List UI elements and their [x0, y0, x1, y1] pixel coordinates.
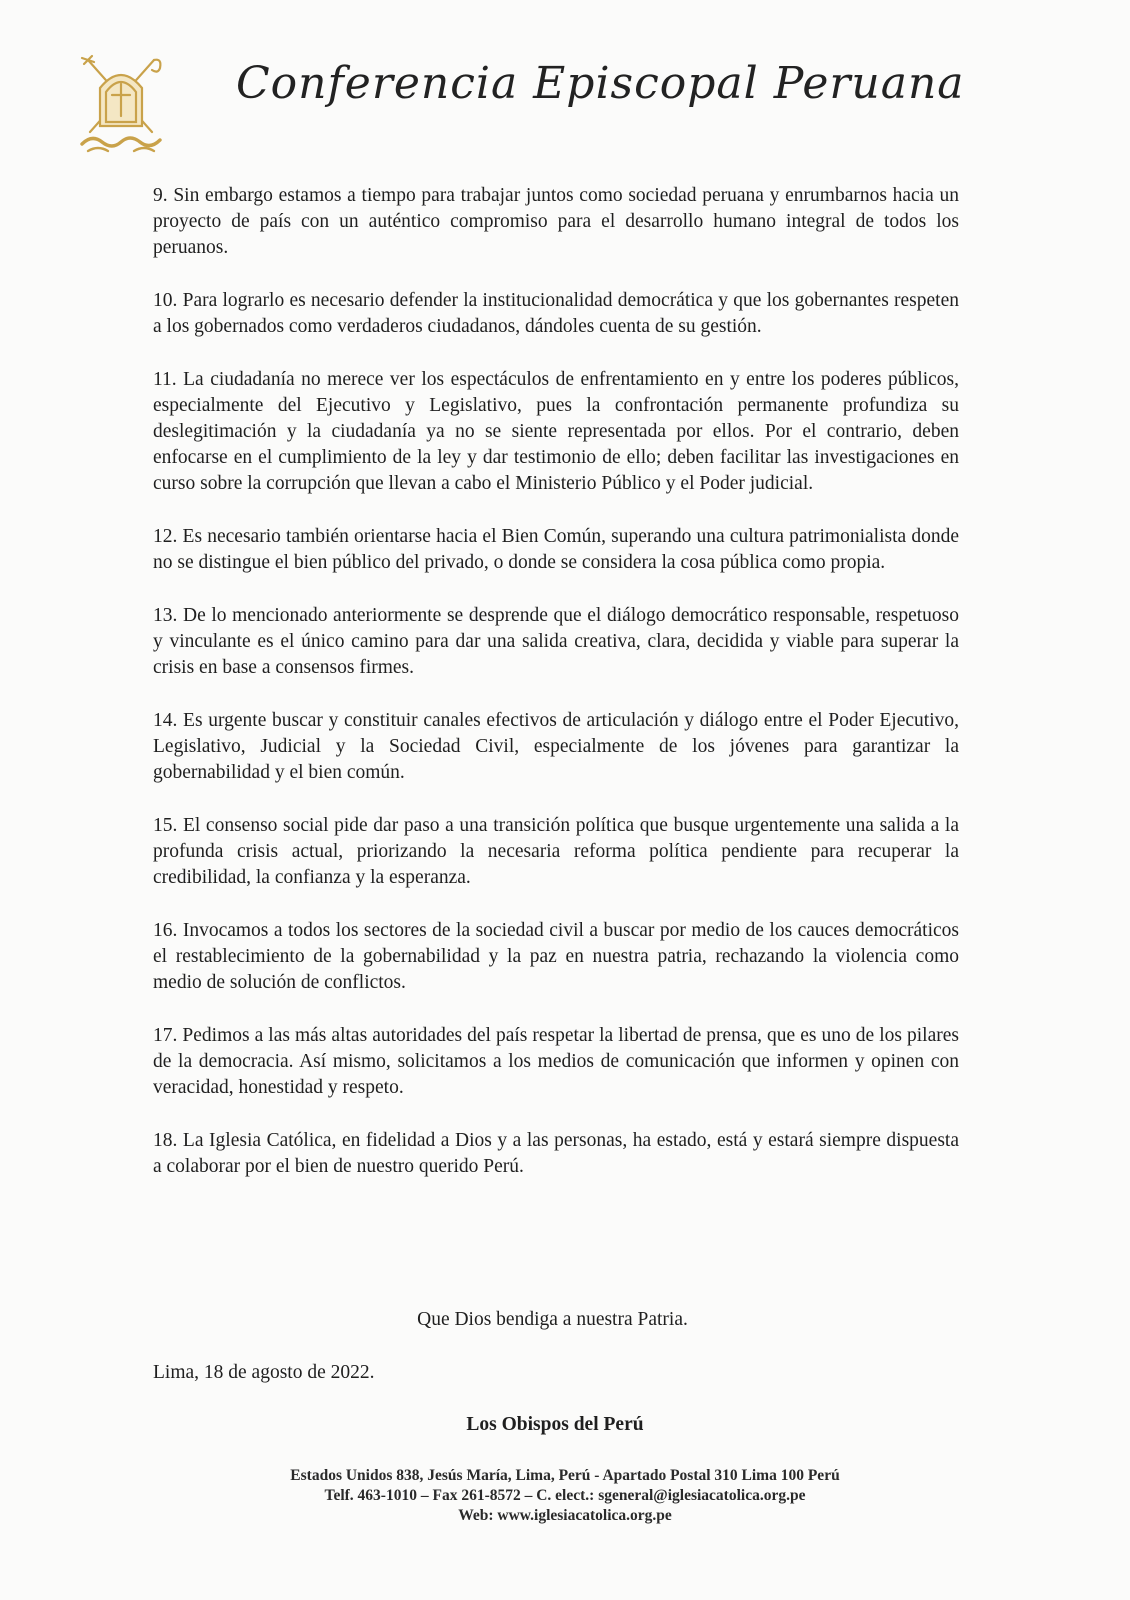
organization-name: Conferencia Episcopal Peruana: [236, 58, 965, 109]
paragraph-15: 15. El consenso social pide dar paso a una transición política que busque urgentemente una salida a la profunda crisis actual, priorizando la necesaria reforma política pendiente para recuperar la credibilidad, la confianza y la esperanza.: [153, 815, 959, 888]
paragraph-16: 16. Invocamos a todos los sectores de la sociedad civil a buscar por medio de los cauces democráticos el restablecimiento de la gobernabilidad y la paz en nuestra patria, rechazando la violencia como medio de solución de conflictos.: [153, 920, 959, 993]
paragraph-13: 13. De lo mencionado anteriormente se desprende que el diálogo democrático responsable, respetuoso y vinculante es el único camino para dar una salida creativa, clara, decidida y viable para superar la crisis en base a consensos firmes.: [153, 605, 959, 678]
paragraph-11: 11. La ciudadanía no merece ver los espectáculos de enfrentamiento en y entre los poderes públicos, especialmente del Ejecutivo y Legislativo, pues la confrontación permanente profundiza su deslegitimación y la ciudadanía ya no se siente representada por ellos. Por el contrario, deben enfocarse en el cumplimiento de la ley y dar testimonio de ello; deben facilitar las investigaciones en curso sobre la corrupción que llevan a cabo el Ministerio Público y el Poder judicial.: [153, 369, 959, 494]
letter-body: [153, 183, 959, 1207]
episcopal-coat-of-arms-icon: [78, 52, 164, 156]
footer-web: Web: www.iglesiacatolica.org.pe: [458, 1507, 672, 1524]
signature-text: Los Obispos del Perú: [466, 1414, 644, 1435]
paragraph-9: 9. Sin embargo estamos a tiempo para trabajar juntos como sociedad peruana y enrumbarnos hacia un proyecto de país con un auténtico compromiso para el desarrollo humano integral de todos los peruanos.: [153, 185, 959, 258]
blessing-line: [0, 1307, 1130, 1333]
paragraph-18: 18. La Iglesia Católica, en fidelidad a Dios y a las personas, ha estado, está y estará siempre dispuesta a colaborar por el bien de nuestro querido Perú.: [153, 1130, 959, 1177]
paragraph-10: 10. Para lograrlo es necesario defender la institucionalidad democrática y que los gobernantes respeten a los gobernados como verdaderos ciudadanos, dándoles cuenta de su gestión.: [153, 290, 959, 337]
footer: [0, 1466, 1130, 1526]
signature-line: [0, 1412, 1130, 1438]
place-date: Lima, 18 de agosto de 2022.: [153, 1362, 375, 1383]
paragraph-12: 12. Es necesario también orientarse hacia el Bien Común, superando una cultura patrimonialista donde no se distingue el bien público del privado, o donde se considera la cosa pública como propia.: [153, 526, 959, 573]
paragraph-17: 17. Pedimos a las más altas autoridades del país respetar la libertad de prensa, que es uno de los pilares de la democracia. Así mismo, solicitamos a los medios de comunicación que informen y opinen con veracidad, honestidad y respeto.: [153, 1025, 959, 1098]
footer-address: Estados Unidos 838, Jesús María, Lima, Perú - Apartado Postal 310 Lima 100 Perú: [290, 1467, 840, 1484]
blessing-text: Que Dios bendiga a nuestra Patria.: [417, 1309, 688, 1330]
letterhead: [0, 0, 1130, 170]
footer-contact: Telf. 463-1010 – Fax 261-8572 – C. elect.: sgeneral@iglesiacatolica.org.pe: [324, 1487, 806, 1504]
paragraph-14: 14. Es urgente buscar y constituir canales efectivos de articulación y diálogo entre el Poder Ejecutivo, Legislativo, Judicial y la Sociedad Civil, especialmente de los jóvenes para garantizar la gobernabilidad y el bien común.: [153, 710, 959, 783]
